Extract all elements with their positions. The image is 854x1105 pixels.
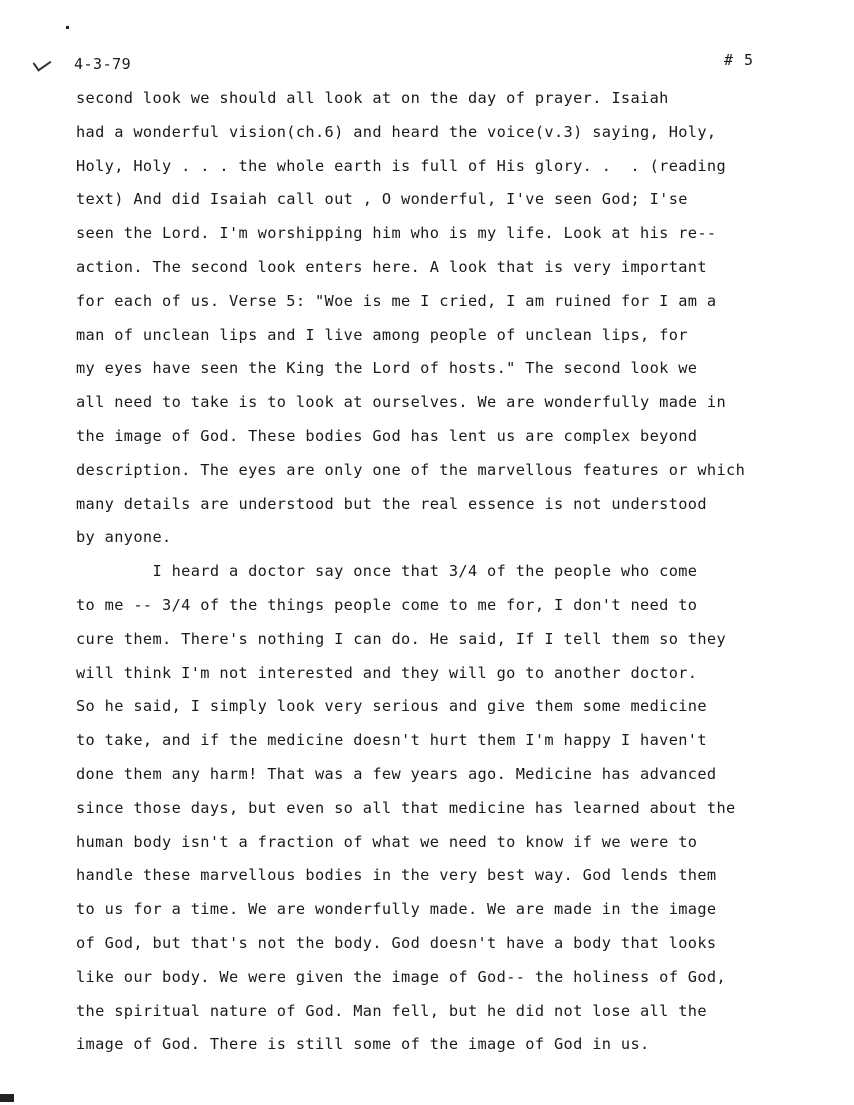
text-line: action. The second look enters here. A look that is very important bbox=[76, 257, 707, 276]
check-mark-icon bbox=[33, 54, 52, 71]
text-line: cure them. There's nothing I can do. He said, If I tell them so they bbox=[76, 629, 727, 648]
text-line: seen the Lord. I'm worshipping him who is my life. Look at his re-- bbox=[76, 224, 717, 243]
text-line: had a wonderful vision(ch.6) and heard the voice(v.3) saying, Holy, bbox=[76, 122, 717, 141]
text-line: handle these marvellous bodies in the very best way. God lends them bbox=[76, 866, 717, 885]
document-date: 4-3-79 bbox=[74, 55, 132, 73]
text-line: second look we should all look at on the day of prayer. Isaiah bbox=[76, 89, 669, 107]
text-line: done them any harm! That was a few years ago. Medicine has advanced bbox=[76, 764, 717, 783]
text-line: for each of us. Verse 5: "Woe is me I cried, I am ruined for I am a bbox=[76, 291, 717, 310]
corner-mark bbox=[0, 1094, 14, 1102]
text-line: to take, and if the medicine doesn't hurt them I'm happy I haven't bbox=[76, 731, 707, 750]
page-number: # 5 bbox=[724, 51, 755, 69]
text-line: my eyes have seen the King the Lord of hosts." The second look we bbox=[76, 359, 698, 378]
text-line: many details are understood but the real essence is not understood bbox=[76, 494, 707, 513]
text-line: by anyone. bbox=[76, 528, 172, 547]
body-text bbox=[76, 85, 836, 1065]
text-line: description. The eyes are only one of the marvellous features or which bbox=[76, 460, 746, 479]
text-line: like our body. We were given the image of God-- the holiness of God, bbox=[76, 967, 727, 986]
text-line: Holy, Holy . . . the whole earth is full of His glory. . . (reading bbox=[76, 156, 727, 175]
text-line: the image of God. These bodies God has lent us are complex beyond bbox=[76, 426, 698, 445]
text-line: of God, but that's not the body. God doesn't have a body that looks bbox=[76, 933, 717, 952]
text-line: to me -- 3/4 of the things people come to me for, I don't need to bbox=[76, 595, 698, 614]
text-line: all need to take is to look at ourselves. We are wonderfully made in bbox=[76, 393, 727, 412]
speck-mark bbox=[66, 26, 69, 29]
text-line: human body isn't a fraction of what we need to know if we were to bbox=[76, 832, 698, 851]
text-line: I heard a doctor say once that 3/4 of the people who come bbox=[76, 562, 698, 581]
text-line: since those days, but even so all that medicine has learned about the bbox=[76, 798, 736, 817]
text-line: man of unclean lips and I live among people of unclean lips, for bbox=[76, 325, 688, 344]
text-line: So he said, I simply look very serious and give them some medicine bbox=[76, 697, 707, 716]
text-line: the spiritual nature of God. Man fell, but he did not lose all the bbox=[76, 1001, 707, 1020]
text-line: image of God. There is still some of the image of God in us. bbox=[76, 1035, 650, 1054]
text-line: to us for a time. We are wonderfully made. We are made in the image bbox=[76, 900, 717, 919]
text-line: will think I'm not interested and they will go to another doctor. bbox=[76, 663, 698, 682]
text-line: text) And did Isaiah call out , O wonderful, I've seen God; I'se bbox=[76, 190, 688, 209]
